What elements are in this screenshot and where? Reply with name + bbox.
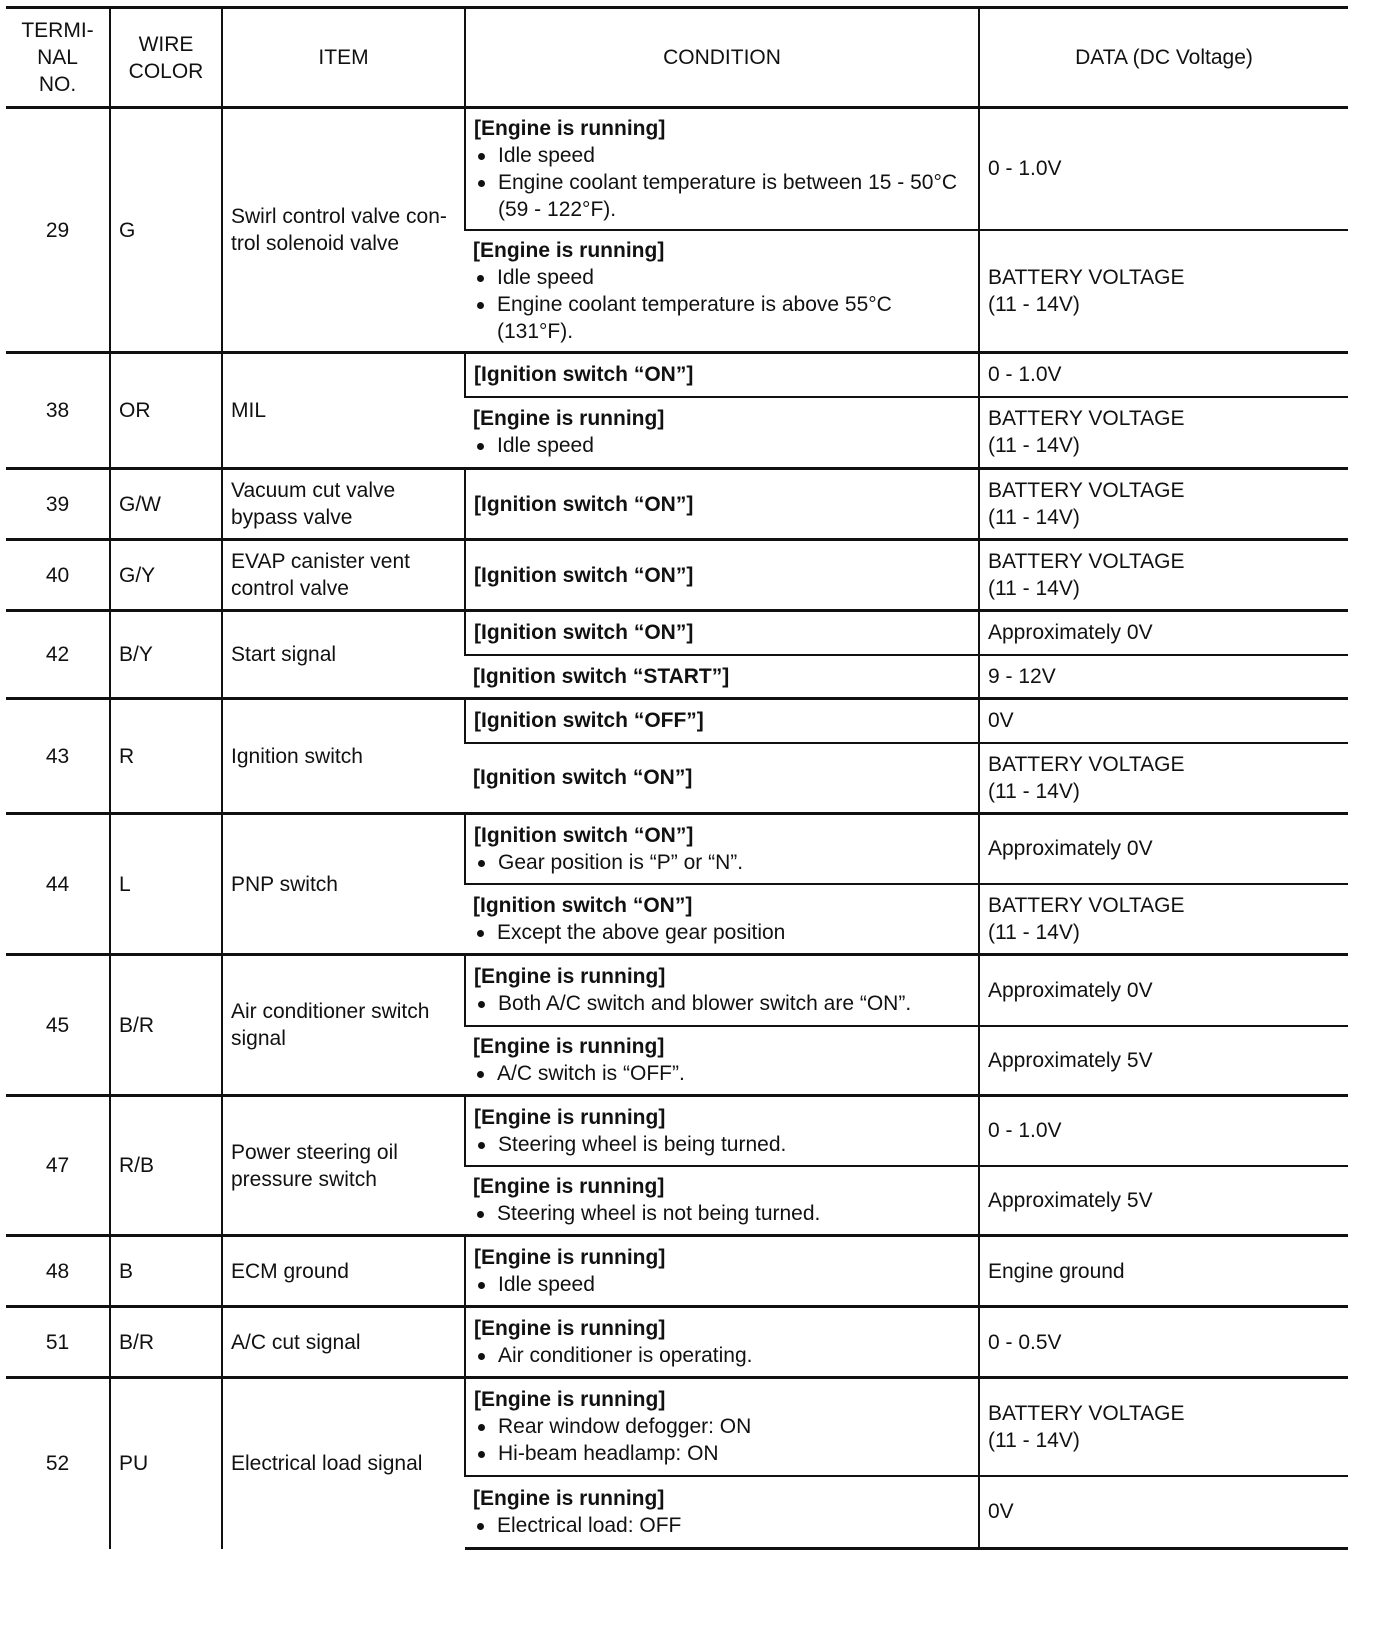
condition-bullet-list <box>474 1413 970 1467</box>
condition-bullet-list <box>474 1131 970 1158</box>
voltage-data-cell: Approximately 5V <box>979 1026 1348 1096</box>
wire-color-cell: B/R <box>110 1307 222 1378</box>
condition-heading: [Ignition switch “ON”] <box>474 823 694 847</box>
voltage-data-cell: 9 - 12V <box>979 655 1348 699</box>
condition-heading: [Engine is running] <box>474 1388 666 1412</box>
condition-bullet: Steering wheel is not being turned. <box>473 1200 970 1227</box>
terminal-no-cell: 38 <box>6 353 110 469</box>
condition-cell <box>465 814 979 884</box>
condition-bullet: Gear position is “P” or “N”. <box>474 849 970 876</box>
table-row <box>6 353 1348 397</box>
wire-color-cell: L <box>110 814 222 955</box>
wire-color-cell: G/W <box>110 469 222 540</box>
condition-bullet-list <box>474 142 970 223</box>
table-row <box>6 955 1348 1026</box>
voltage-data-cell: 0 - 1.0V <box>979 108 1348 230</box>
condition-cell <box>465 611 979 655</box>
wire-color-cell: OR <box>110 353 222 469</box>
voltage-data-cell: 0V <box>979 1476 1348 1549</box>
item-cell: MIL <box>222 353 465 469</box>
condition-cell <box>465 397 979 469</box>
item-cell: Electrical load signal <box>222 1378 465 1549</box>
condition-cell <box>465 469 979 540</box>
voltage-data-cell: Approximately 0V <box>979 611 1348 655</box>
condition-bullet-list <box>473 264 970 345</box>
wire-color-cell: B/Y <box>110 611 222 699</box>
item-cell: Power steering oil pressure switch <box>222 1096 465 1236</box>
voltage-data-cell: BATTERY VOLTAGE (11 - 14V) <box>979 540 1348 611</box>
table-row <box>6 1096 1348 1166</box>
condition-heading: [Ignition switch “START”] <box>473 664 730 688</box>
condition-bullet: Idle speed <box>474 142 970 169</box>
terminal-no-cell: 29 <box>6 108 110 353</box>
condition-heading: [Engine is running] <box>473 1035 665 1059</box>
voltage-data-cell: BATTERY VOLTAGE (11 - 14V) <box>979 397 1348 469</box>
condition-cell <box>465 743 979 814</box>
condition-cell <box>465 1096 979 1166</box>
terminal-no-cell: 39 <box>6 469 110 540</box>
wire-color-cell: R <box>110 699 222 814</box>
table-row <box>6 108 1348 230</box>
condition-cell <box>465 1236 979 1307</box>
voltage-data-cell: Approximately 0V <box>979 955 1348 1026</box>
condition-cell <box>465 1026 979 1096</box>
wire-color-cell: G <box>110 108 222 353</box>
terminal-no-cell: 47 <box>6 1096 110 1236</box>
terminal-data-table <box>6 6 1348 1550</box>
condition-bullet: Engine coolant temperature is above 55°C (131°F). <box>473 291 970 345</box>
condition-bullet-list <box>473 919 970 946</box>
voltage-data-cell: BATTERY VOLTAGE (11 - 14V) <box>979 230 1348 353</box>
table-row <box>6 1378 1348 1476</box>
condition-heading: [Engine is running] <box>473 1175 665 1199</box>
wire-color-cell: B <box>110 1236 222 1307</box>
condition-cell <box>465 1476 979 1549</box>
condition-bullet-list <box>473 1512 970 1539</box>
condition-heading: [Engine is running] <box>473 1486 665 1510</box>
terminal-no-cell: 51 <box>6 1307 110 1378</box>
condition-bullet: A/C switch is “OFF”. <box>473 1060 970 1087</box>
terminal-no-cell: 52 <box>6 1378 110 1549</box>
header-data: DATA (DC Voltage) <box>979 8 1348 108</box>
wire-color-cell: B/R <box>110 955 222 1096</box>
table-row <box>6 814 1348 884</box>
voltage-data-cell: BATTERY VOLTAGE (11 - 14V) <box>979 1378 1348 1476</box>
condition-cell <box>465 699 979 743</box>
voltage-data-cell: Approximately 0V <box>979 814 1348 884</box>
condition-heading: [Engine is running] <box>474 1317 666 1340</box>
voltage-data-cell: BATTERY VOLTAGE (11 - 14V) <box>979 884 1348 955</box>
condition-bullet: Steering wheel is being turned. <box>474 1131 970 1158</box>
condition-cell <box>465 1166 979 1236</box>
wire-color-cell: G/Y <box>110 540 222 611</box>
terminal-no-cell: 43 <box>6 699 110 814</box>
condition-cell <box>465 1307 979 1378</box>
terminal-no-cell: 48 <box>6 1236 110 1307</box>
header-item: ITEM <box>222 8 465 108</box>
item-cell: ECM ground <box>222 1236 465 1307</box>
condition-heading: [Ignition switch “ON”] <box>474 363 694 387</box>
condition-heading: [Engine is running] <box>474 116 666 140</box>
condition-cell <box>465 108 979 230</box>
condition-bullet: Rear window defogger: ON <box>474 1413 970 1440</box>
item-cell: Swirl control valve con- trol solenoid valve <box>222 108 465 353</box>
header-terminal-no: TERMI- NAL NO. <box>6 8 110 108</box>
condition-heading: [Engine is running] <box>474 965 666 989</box>
condition-cell <box>465 230 979 353</box>
terminal-no-cell: 44 <box>6 814 110 955</box>
table-body <box>6 108 1348 1549</box>
wire-color-cell: PU <box>110 1378 222 1549</box>
condition-bullet-list <box>473 432 970 459</box>
terminal-no-cell: 40 <box>6 540 110 611</box>
table-row <box>6 469 1348 540</box>
condition-heading: [Engine is running] <box>473 407 665 431</box>
condition-cell <box>465 540 979 611</box>
item-cell: EVAP canister vent control valve <box>222 540 465 611</box>
wire-color-cell: R/B <box>110 1096 222 1236</box>
table-row <box>6 540 1348 611</box>
condition-cell <box>465 655 979 699</box>
terminal-no-cell: 45 <box>6 955 110 1096</box>
condition-heading: [Ignition switch “ON”] <box>474 492 694 516</box>
condition-heading: [Ignition switch “ON”] <box>473 766 693 790</box>
table-row <box>6 611 1348 655</box>
condition-bullet: Idle speed <box>473 432 970 459</box>
voltage-data-cell: Approximately 5V <box>979 1166 1348 1236</box>
header-wire-color: WIRE COLOR <box>110 8 222 108</box>
condition-heading: [Ignition switch “OFF”] <box>474 709 704 733</box>
table-row <box>6 1307 1348 1378</box>
condition-cell <box>465 353 979 397</box>
condition-bullet-list <box>474 849 970 876</box>
condition-cell <box>465 955 979 1026</box>
item-cell: Vacuum cut valve bypass valve <box>222 469 465 540</box>
voltage-data-cell: Engine ground <box>979 1236 1348 1307</box>
condition-heading: [Engine is running] <box>474 1246 666 1269</box>
condition-bullet: Except the above gear position <box>473 919 970 946</box>
item-cell: A/C cut signal <box>222 1307 465 1378</box>
condition-bullet-list <box>474 1271 970 1298</box>
voltage-data-cell: 0V <box>979 699 1348 743</box>
voltage-data-cell: 0 - 0.5V <box>979 1307 1348 1378</box>
table-row <box>6 1236 1348 1307</box>
condition-bullet: Idle speed <box>473 264 970 291</box>
terminal-no-cell: 42 <box>6 611 110 699</box>
condition-bullet-list <box>474 990 970 1017</box>
condition-bullet: Electrical load: OFF <box>473 1512 970 1539</box>
condition-bullet: Hi-beam headlamp: ON <box>474 1440 970 1467</box>
condition-bullet: Air conditioner is operating. <box>474 1342 970 1369</box>
table-row <box>6 699 1348 743</box>
voltage-data-cell: BATTERY VOLTAGE (11 - 14V) <box>979 469 1348 540</box>
voltage-data-cell: 0 - 1.0V <box>979 353 1348 397</box>
item-cell: Ignition switch <box>222 699 465 814</box>
header-condition: CONDITION <box>465 8 979 108</box>
condition-bullet: Idle speed <box>474 1271 970 1298</box>
condition-heading: [Engine is running] <box>473 238 665 262</box>
condition-cell <box>465 1378 979 1476</box>
condition-heading: [Ignition switch “ON”] <box>474 563 694 587</box>
condition-cell <box>465 884 979 955</box>
voltage-data-cell: 0 - 1.0V <box>979 1096 1348 1166</box>
condition-bullet: Both A/C switch and blower switch are “ON”. <box>474 990 970 1017</box>
condition-heading: [Engine is running] <box>474 1105 666 1129</box>
item-cell: Air conditioner switch signal <box>222 955 465 1096</box>
item-cell: Start signal <box>222 611 465 699</box>
condition-heading: [Ignition switch “ON”] <box>473 893 693 917</box>
header-row <box>6 8 1348 108</box>
condition-bullet-list <box>474 1342 970 1369</box>
condition-bullet-list <box>473 1200 970 1227</box>
condition-bullet-list <box>473 1060 970 1087</box>
condition-heading: [Ignition switch “ON”] <box>474 621 694 645</box>
voltage-data-cell: BATTERY VOLTAGE (11 - 14V) <box>979 743 1348 814</box>
condition-bullet: Engine coolant temperature is between 15 - 50°C (59 - 122°F). <box>474 169 970 223</box>
item-cell: PNP switch <box>222 814 465 955</box>
